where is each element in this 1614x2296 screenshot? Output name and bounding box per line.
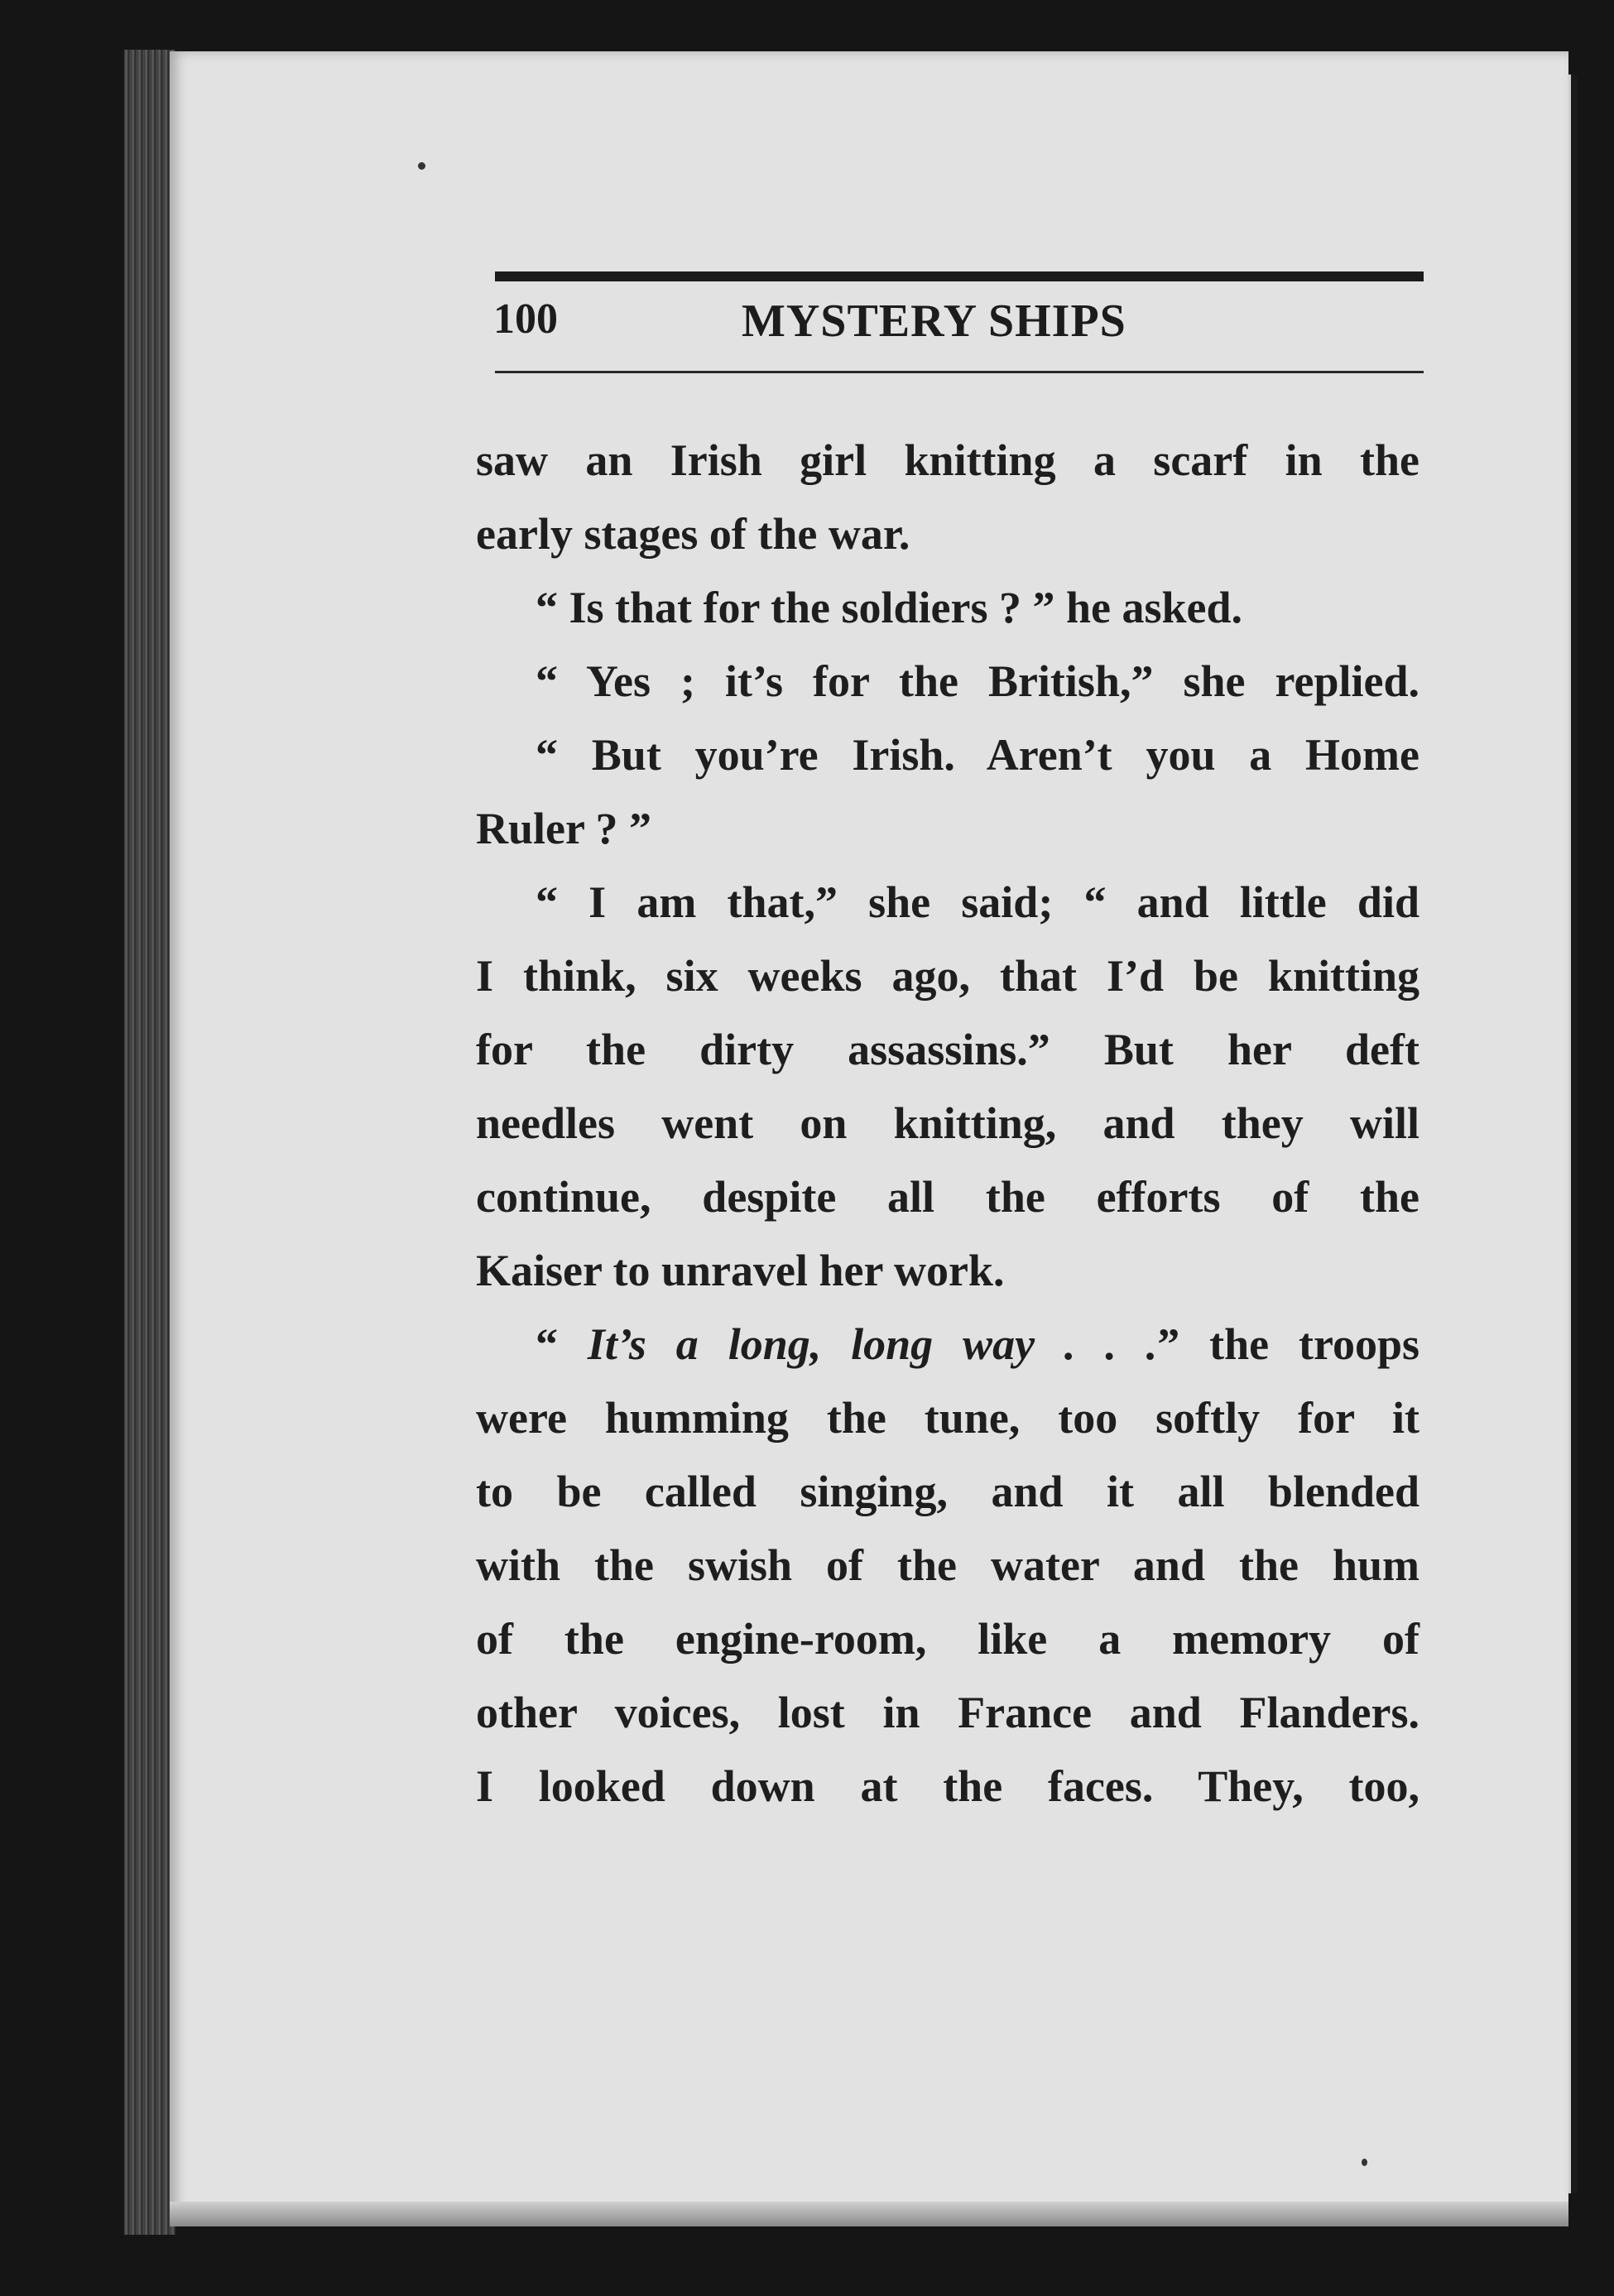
text-line: of the engine-room, like a memory of xyxy=(476,1614,1419,1664)
dust-speck xyxy=(418,162,425,170)
open-quote: “ xyxy=(536,1319,558,1369)
text-line: “ I am that,” she said; “ and little did xyxy=(536,877,1419,927)
text-line: early stages of the war. xyxy=(476,509,910,559)
page-right-edge xyxy=(1568,74,1578,2193)
text-line: continue, despite all the efforts of the xyxy=(476,1172,1419,1222)
italic-song-title: It’s a long, long way . . . xyxy=(587,1319,1158,1369)
text-line: saw an Irish girl knitting a scarf in the xyxy=(476,435,1419,485)
page-number: 100 xyxy=(493,295,558,343)
header-bottom-rule xyxy=(495,371,1424,373)
page-bottom-shadow xyxy=(170,2202,1568,2226)
text-line: for the dirty assassins.” But her deft xyxy=(476,1025,1419,1074)
text-line: I looked down at the faces. They, too, xyxy=(476,1761,1419,1811)
text-line: Kaiser to unravel her work. xyxy=(476,1246,1005,1295)
line-remainder: ” the troops xyxy=(1157,1319,1420,1369)
body-text xyxy=(476,424,1419,1823)
text-line: with the swish of the water and the hum xyxy=(476,1540,1419,1590)
text-line-with-italic xyxy=(476,1308,1419,1381)
dust-speck xyxy=(1362,2159,1367,2166)
text-line: to be called singing, and it all blended xyxy=(476,1467,1419,1516)
running-header xyxy=(493,295,1425,353)
running-title: MYSTERY SHIPS xyxy=(742,295,1126,347)
text-line: “ Yes ; it’s for the British,” she replied. xyxy=(536,656,1419,706)
header-top-rule xyxy=(495,271,1424,281)
text-line: other voices, lost in France and Flanders. xyxy=(476,1688,1419,1737)
text-line: Ruler ? ” xyxy=(476,804,651,853)
text-line: needles went on knitting, and they will xyxy=(476,1098,1419,1148)
text-line: were humming the tune, too softly for it xyxy=(476,1393,1419,1443)
text-line: “ Is that for the soldiers ? ” he asked. xyxy=(536,583,1243,632)
text-line: “ But you’re Irish. Aren’t you a Home xyxy=(536,730,1419,780)
book-spine-edge xyxy=(124,50,175,2235)
text-line: I think, six weeks ago, that I’d be knitting xyxy=(476,951,1419,1001)
